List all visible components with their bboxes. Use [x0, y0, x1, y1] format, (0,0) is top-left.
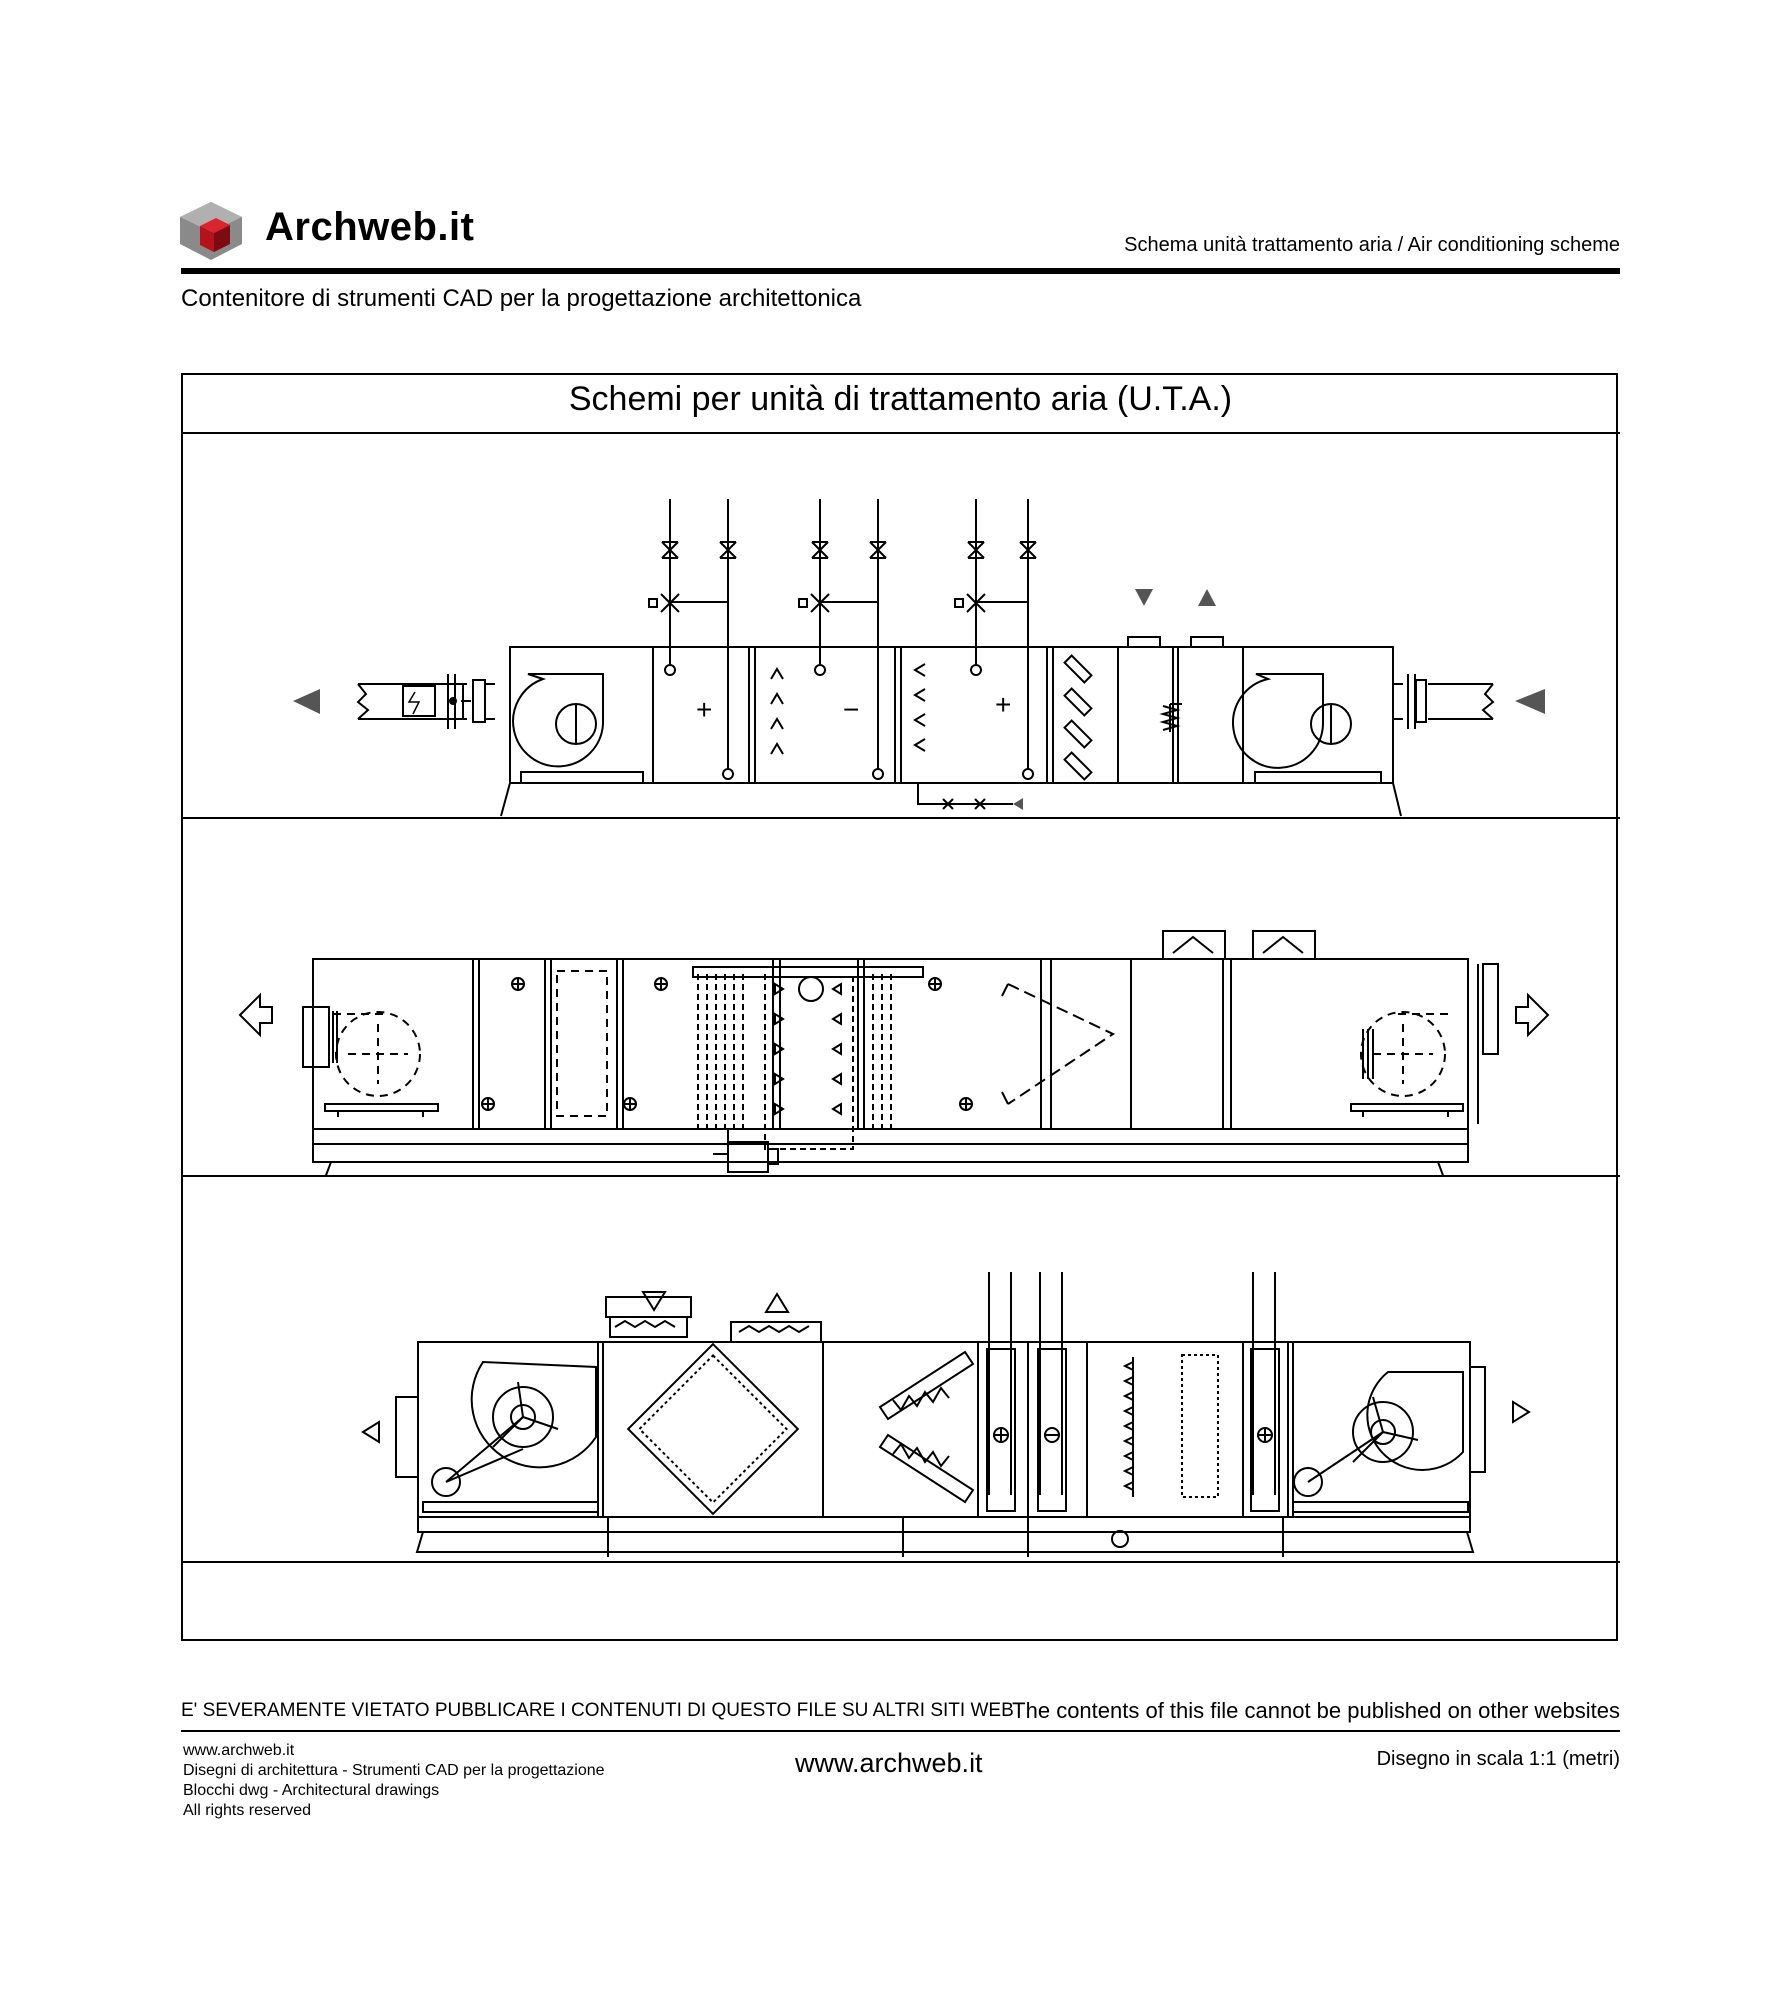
- header-divider: [181, 268, 1620, 274]
- warning-english: The contents of this file cannot be published on other websites: [1012, 1698, 1620, 1723]
- footer-credits: [183, 1741, 605, 1821]
- valve-icon: [662, 542, 736, 558]
- filter-icon: [915, 664, 925, 751]
- svg-text:+: +: [696, 694, 713, 725]
- airflow-arrow-icon: [643, 1292, 665, 1310]
- damper-icon: [1065, 656, 1092, 780]
- tagline: Contenitore di strumenti CAD per la progettazione architettonica: [181, 285, 862, 312]
- svg-text:+: +: [995, 689, 1012, 720]
- airflow-arrow-icon: [1516, 995, 1548, 1035]
- drawing-title: Schemi per unità di trattamento aria (U.T.A.): [568, 380, 1233, 418]
- airflow-arrow-icon: [240, 995, 272, 1035]
- fan-icon: [1233, 674, 1323, 768]
- filter-icon: [557, 971, 607, 1116]
- scale-note: Disegno in scala 1:1 (metri): [1376, 1748, 1620, 1770]
- panel-divider-3: [181, 1561, 1620, 1563]
- footer-divider: [181, 1730, 1620, 1732]
- ahu-scheme-3: [183, 1177, 1618, 1561]
- valve-icon: [968, 542, 1036, 558]
- footer-line: www.archweb.it: [183, 1742, 295, 1759]
- filter-icon: [771, 669, 783, 754]
- valve-icon: [812, 542, 886, 558]
- ahu-scheme-1: [183, 434, 1618, 818]
- warning-italian: E' SEVERAMENTE VIETATO PUBBLICARE I CONTENUTI DI QUESTO FILE SU ALTRI SITI WEB: [181, 1700, 1014, 1721]
- footer-line: All rights reserved: [183, 1802, 312, 1819]
- cube-logo-icon: [178, 200, 244, 262]
- footer-line: Blocchi dwg - Architectural drawings: [183, 1782, 440, 1799]
- airflow-arrow-icon: [1515, 689, 1545, 714]
- fan-icon: [333, 1012, 420, 1096]
- scheme-title: Schema unità trattamento aria / Air conditioning scheme: [1124, 234, 1620, 256]
- footer-line: Disegni di architettura - Strumenti CAD per la progettazione: [183, 1762, 605, 1779]
- filter-icon: [880, 1352, 973, 1502]
- fan-icon: [1361, 1012, 1448, 1096]
- damper-icon: [1008, 984, 1113, 1104]
- ahu-scheme-2: [183, 819, 1618, 1175]
- coil-icon: [696, 689, 1011, 725]
- airflow-arrow-icon: [766, 1294, 788, 1312]
- heat-exchanger-icon: [628, 1344, 798, 1514]
- footer-url[interactable]: www.archweb.it: [795, 1748, 983, 1778]
- brand-name: Archweb.it: [265, 205, 475, 249]
- airflow-arrow-icon: [363, 1422, 379, 1442]
- svg-text:−: −: [843, 694, 860, 725]
- airflow-arrow-icon: [1513, 1402, 1529, 1422]
- fan-icon: [513, 674, 603, 766]
- airflow-arrow-icon: [293, 689, 320, 714]
